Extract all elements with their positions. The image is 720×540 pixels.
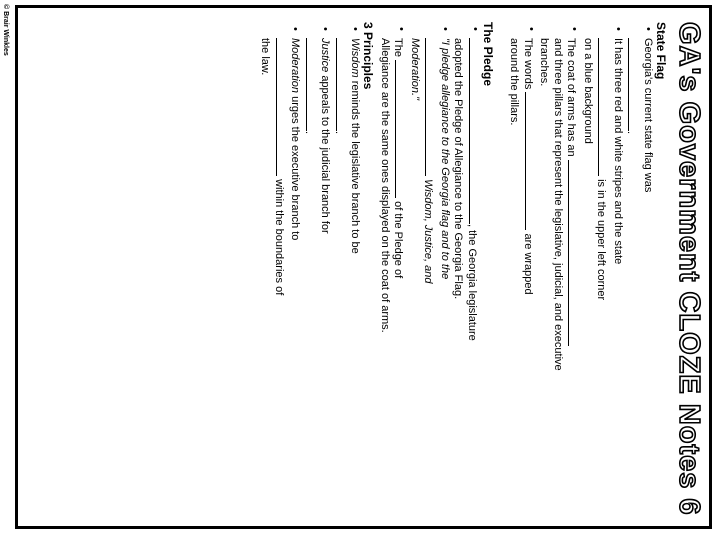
list-item bbox=[332, 38, 362, 522]
list-item bbox=[581, 38, 625, 522]
item-text: around the pillars. bbox=[508, 38, 521, 126]
item-text: and three pillars that represent the legislative, judicial, and executive bbox=[552, 38, 564, 371]
item-text: Wisdom, Justice, and bbox=[422, 179, 435, 284]
list-item bbox=[537, 38, 581, 522]
item-text: the law. bbox=[259, 38, 272, 76]
principle-word: Justice bbox=[319, 38, 332, 73]
item-text: Moderation." bbox=[409, 38, 421, 100]
list-item bbox=[408, 38, 452, 522]
item-text: . bbox=[303, 131, 315, 135]
blank-field[interactable] bbox=[276, 38, 288, 176]
pledge-list bbox=[378, 22, 482, 522]
principles-list bbox=[258, 22, 362, 522]
principle-word: Wisdom bbox=[349, 38, 362, 78]
list-item bbox=[624, 38, 654, 522]
item-text: , the Georgia legislature bbox=[466, 224, 478, 341]
item-text: urges the executive branch to bbox=[289, 96, 302, 241]
item-text: on a blue background bbox=[582, 38, 594, 144]
copyright-text: © Brair Winkles bbox=[2, 4, 9, 56]
item-text: Allegiance are the same ones displayed on the coat of arms. bbox=[379, 38, 391, 333]
item-text: reminds the legislative branch to be bbox=[349, 80, 362, 254]
list-item bbox=[378, 38, 408, 522]
list-item bbox=[302, 38, 332, 522]
item-text: are wrapped bbox=[522, 233, 534, 295]
item-text: within the boundaries of bbox=[273, 179, 285, 296]
state-flag-list bbox=[507, 22, 654, 522]
page-title: GA's Government CLOZE Notes 6 bbox=[673, 22, 705, 516]
item-text: of the Pledge of bbox=[392, 201, 405, 279]
notes-page bbox=[155, 22, 705, 522]
blank-field[interactable] bbox=[469, 38, 481, 224]
list-item bbox=[258, 38, 302, 522]
blank-field[interactable] bbox=[336, 38, 348, 131]
blank-field[interactable] bbox=[525, 92, 537, 230]
list-item bbox=[507, 38, 537, 522]
blank-field[interactable] bbox=[569, 160, 581, 346]
item-text: Georgia's current state flag was bbox=[642, 38, 654, 193]
section-heading-principles: 3 Principles bbox=[361, 22, 376, 90]
item-text: appeals to the judicial branch for bbox=[319, 75, 332, 234]
item-text: branches. bbox=[538, 38, 551, 87]
blank-field[interactable] bbox=[426, 38, 438, 176]
item-text: The coat of arms has an bbox=[565, 38, 578, 157]
item-text: is in the upper left corner bbox=[595, 179, 608, 301]
blank-field[interactable] bbox=[629, 38, 641, 131]
item-text: . bbox=[333, 131, 345, 135]
item-text: "I pledge allegiance to the Georgia flag and to the bbox=[439, 38, 451, 280]
copyright-notice bbox=[1, 4, 11, 84]
item-text: . bbox=[625, 131, 638, 135]
blank-field[interactable] bbox=[599, 38, 611, 176]
blank-field[interactable] bbox=[306, 38, 318, 131]
principle-word: Moderation bbox=[289, 38, 302, 94]
item-text: The words bbox=[522, 38, 534, 90]
item-text: The bbox=[392, 38, 405, 57]
item-text: adopted the Pledge of Allegiance to the Georgia Flag. bbox=[452, 38, 465, 300]
section-heading-state-flag: State Flag bbox=[654, 22, 668, 80]
item-text: It has three red and white stripes and the state bbox=[612, 38, 624, 265]
blank-field[interactable] bbox=[396, 60, 408, 198]
section-heading-pledge: The Pledge bbox=[481, 22, 495, 87]
list-item bbox=[451, 38, 481, 522]
